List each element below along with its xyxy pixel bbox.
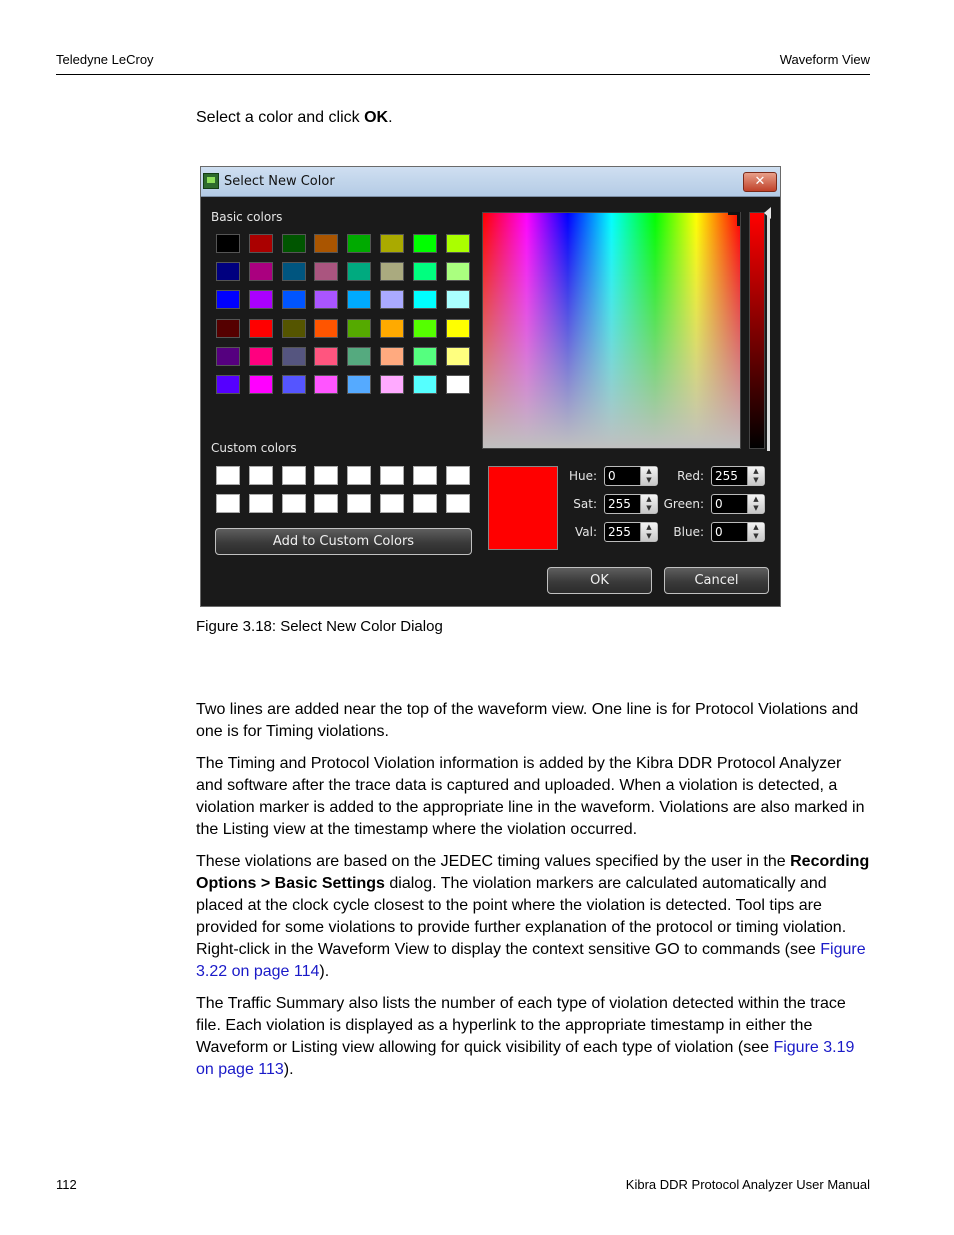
basic-color-swatch[interactable] — [216, 290, 240, 309]
close-button[interactable]: ✕ — [743, 172, 777, 192]
ok-button[interactable]: OK — [547, 567, 652, 594]
basic-color-swatch[interactable] — [446, 262, 470, 281]
custom-color-swatch[interactable] — [380, 494, 404, 513]
basic-color-swatch[interactable] — [282, 319, 306, 338]
basic-color-swatch[interactable] — [314, 290, 338, 309]
basic-color-swatch[interactable] — [249, 375, 273, 394]
basic-color-swatch[interactable] — [413, 290, 437, 309]
luminance-slider[interactable] — [749, 212, 765, 449]
paragraph-3 — [196, 851, 872, 983]
basic-color-swatch[interactable] — [314, 262, 338, 281]
basic-color-swatch[interactable] — [216, 262, 240, 281]
header-rule — [56, 74, 870, 75]
basic-color-swatch[interactable] — [446, 234, 470, 253]
basic-color-swatch[interactable] — [249, 290, 273, 309]
p4-text-b: ). — [283, 1061, 294, 1078]
green-spinbox[interactable] — [711, 494, 765, 514]
green-label: Green: — [663, 497, 704, 511]
basic-colors-label: Basic colors — [211, 210, 283, 224]
hue-spin-arrows-icon[interactable]: ▲ ▼ — [640, 467, 657, 485]
basic-color-swatch[interactable] — [380, 319, 404, 338]
basic-color-swatch[interactable] — [413, 234, 437, 253]
custom-color-swatch[interactable] — [282, 494, 306, 513]
custom-color-swatch[interactable] — [314, 494, 338, 513]
basic-color-swatch[interactable] — [314, 375, 338, 394]
hue-value: 0 — [608, 469, 616, 483]
custom-color-swatch[interactable] — [282, 466, 306, 485]
custom-color-swatch[interactable] — [314, 466, 338, 485]
spectrum-crosshair-icon[interactable] — [728, 212, 740, 226]
basic-color-swatch[interactable] — [347, 375, 371, 394]
color-spectrum[interactable] — [482, 212, 741, 449]
custom-color-swatch[interactable] — [216, 466, 240, 485]
basic-color-swatch[interactable] — [249, 347, 273, 366]
intro-ok-bold: OK — [364, 109, 389, 126]
custom-color-swatch[interactable] — [249, 494, 273, 513]
p4-text-a: The Traffic Summary also lists the number of each type of violation detected within the trace file. Each violation is displayed as a hyperlink to the appropriate timestamp in either the Waveform or Listing view allowing for quick visibility of each type of violation (see — [196, 995, 846, 1056]
p3-text-c: ). — [319, 963, 330, 980]
paragraph-4 — [196, 993, 872, 1081]
sat-spinbox[interactable] — [604, 494, 658, 514]
custom-color-swatch[interactable] — [347, 466, 371, 485]
red-spin-arrows-icon[interactable]: ▲ ▼ — [747, 467, 764, 485]
basic-color-swatch[interactable] — [347, 347, 371, 366]
basic-color-swatch[interactable] — [413, 375, 437, 394]
paragraph-2: The Timing and Protocol Violation information is added by the Kibra DDR Protocol Analyzer and software after the trace data is captured and uploaded. When a violation is detected, a violation marker is added to the appropriate line in the waveform. Violations are also marked in the Listing view at the timestamp where the violation occurred. — [196, 755, 865, 838]
green-spin-arrows-icon[interactable]: ▲ ▼ — [747, 495, 764, 513]
app-icon — [203, 173, 219, 189]
basic-color-swatch[interactable] — [347, 290, 371, 309]
basic-color-swatch[interactable] — [282, 234, 306, 253]
basic-color-swatch[interactable] — [249, 319, 273, 338]
custom-color-swatch[interactable] — [249, 466, 273, 485]
red-label: Red: — [677, 469, 704, 483]
p3-bold: Recording Options > Basic Settings — [196, 853, 870, 892]
basic-color-swatch[interactable] — [314, 347, 338, 366]
basic-color-swatch[interactable] — [380, 262, 404, 281]
intro-text: Select a color and click — [196, 109, 365, 126]
basic-color-swatch[interactable] — [347, 234, 371, 253]
basic-color-swatch[interactable] — [282, 375, 306, 394]
basic-color-swatch[interactable] — [413, 262, 437, 281]
basic-color-swatch[interactable] — [380, 290, 404, 309]
custom-color-swatch[interactable] — [380, 466, 404, 485]
footer-title: Kibra DDR Protocol Analyzer User Manual — [625, 1177, 870, 1192]
basic-color-swatch[interactable] — [446, 347, 470, 366]
basic-color-swatch[interactable] — [216, 347, 240, 366]
basic-color-swatch[interactable] — [347, 262, 371, 281]
p3-text-b: dialog. The violation markers are calculated automatically and placed at the clock cycle closest to the point where the violation is detected. Tool tips are provided for some violations to provide further explanation of the protocol or timing violation. Right-click in the Waveform View to display the context sensitive GO to commands (see — [196, 875, 847, 958]
figure-3-22-link[interactable]: Figure 3.22 on page 114 — [196, 941, 866, 980]
custom-color-swatch[interactable] — [216, 494, 240, 513]
basic-color-swatch[interactable] — [314, 234, 338, 253]
luminance-pointer-icon[interactable] — [764, 207, 771, 219]
dialog-title: Select New Color — [224, 174, 335, 189]
basic-color-swatch[interactable] — [216, 319, 240, 338]
header-left: Teledyne LeCroy — [56, 52, 154, 67]
hue-label: Hue: — [568, 469, 597, 483]
figure-3-19-link[interactable]: Figure 3.19 on page 113 — [196, 1039, 855, 1078]
basic-color-swatch[interactable] — [249, 234, 273, 253]
green-value: 0 — [715, 497, 723, 511]
basic-color-swatch[interactable] — [446, 319, 470, 338]
add-to-custom-colors-button[interactable]: Add to Custom Colors — [215, 528, 472, 555]
blue-spin-arrows-icon[interactable]: ▲ ▼ — [747, 523, 764, 541]
select-color-dialog — [200, 166, 781, 607]
sat-label: Sat: — [573, 497, 597, 511]
red-value: 255 — [715, 469, 738, 483]
basic-color-swatch[interactable] — [314, 319, 338, 338]
val-spinbox[interactable] — [604, 522, 658, 542]
basic-color-swatch[interactable] — [446, 290, 470, 309]
dialog-titlebar[interactable] — [201, 167, 780, 197]
page-number: 112 — [56, 1177, 77, 1192]
basic-color-swatch[interactable] — [347, 319, 371, 338]
paragraph-1: Two lines are added near the top of the waveform view. One line is for Protocol Violations and one is for Timing violations. — [196, 701, 859, 740]
custom-color-swatch[interactable] — [413, 466, 437, 485]
intro-line — [196, 107, 872, 129]
basic-color-swatch[interactable] — [380, 234, 404, 253]
basic-color-swatch[interactable] — [282, 290, 306, 309]
intro-suffix: . — [388, 109, 393, 126]
cancel-button[interactable]: Cancel — [664, 567, 769, 594]
figure-caption: Figure 3.18: Select New Color Dialog — [196, 618, 443, 635]
val-label: Val: — [574, 525, 597, 539]
basic-color-swatch[interactable] — [446, 375, 470, 394]
custom-color-swatch[interactable] — [413, 494, 437, 513]
basic-color-swatch[interactable] — [413, 319, 437, 338]
sat-spin-arrows-icon[interactable]: ▲ ▼ — [640, 495, 657, 513]
body-section — [196, 699, 872, 1091]
basic-color-swatch[interactable] — [216, 375, 240, 394]
custom-color-swatch[interactable] — [347, 494, 371, 513]
luminance-slider-edge — [767, 215, 770, 451]
custom-color-swatch[interactable] — [446, 466, 470, 485]
header-right: Waveform View — [779, 52, 870, 67]
basic-color-swatch[interactable] — [380, 375, 404, 394]
basic-color-swatch[interactable] — [282, 347, 306, 366]
blue-value: 0 — [715, 525, 723, 539]
basic-color-swatch[interactable] — [249, 262, 273, 281]
basic-color-swatch[interactable] — [216, 234, 240, 253]
val-value: 255 — [608, 525, 631, 539]
red-spinbox[interactable] — [711, 466, 765, 486]
val-spin-arrows-icon[interactable]: ▲ ▼ — [640, 523, 657, 541]
hue-spinbox[interactable] — [604, 466, 658, 486]
blue-label: Blue: — [673, 525, 704, 539]
p3-text-a: These violations are based on the JEDEC timing values specified by the user in the — [196, 853, 791, 870]
custom-color-swatch[interactable] — [446, 494, 470, 513]
basic-color-swatch[interactable] — [413, 347, 437, 366]
sat-value: 255 — [608, 497, 631, 511]
custom-colors-label: Custom colors — [211, 441, 297, 455]
basic-color-swatch[interactable] — [380, 347, 404, 366]
blue-spinbox[interactable] — [711, 522, 765, 542]
basic-color-swatch[interactable] — [282, 262, 306, 281]
